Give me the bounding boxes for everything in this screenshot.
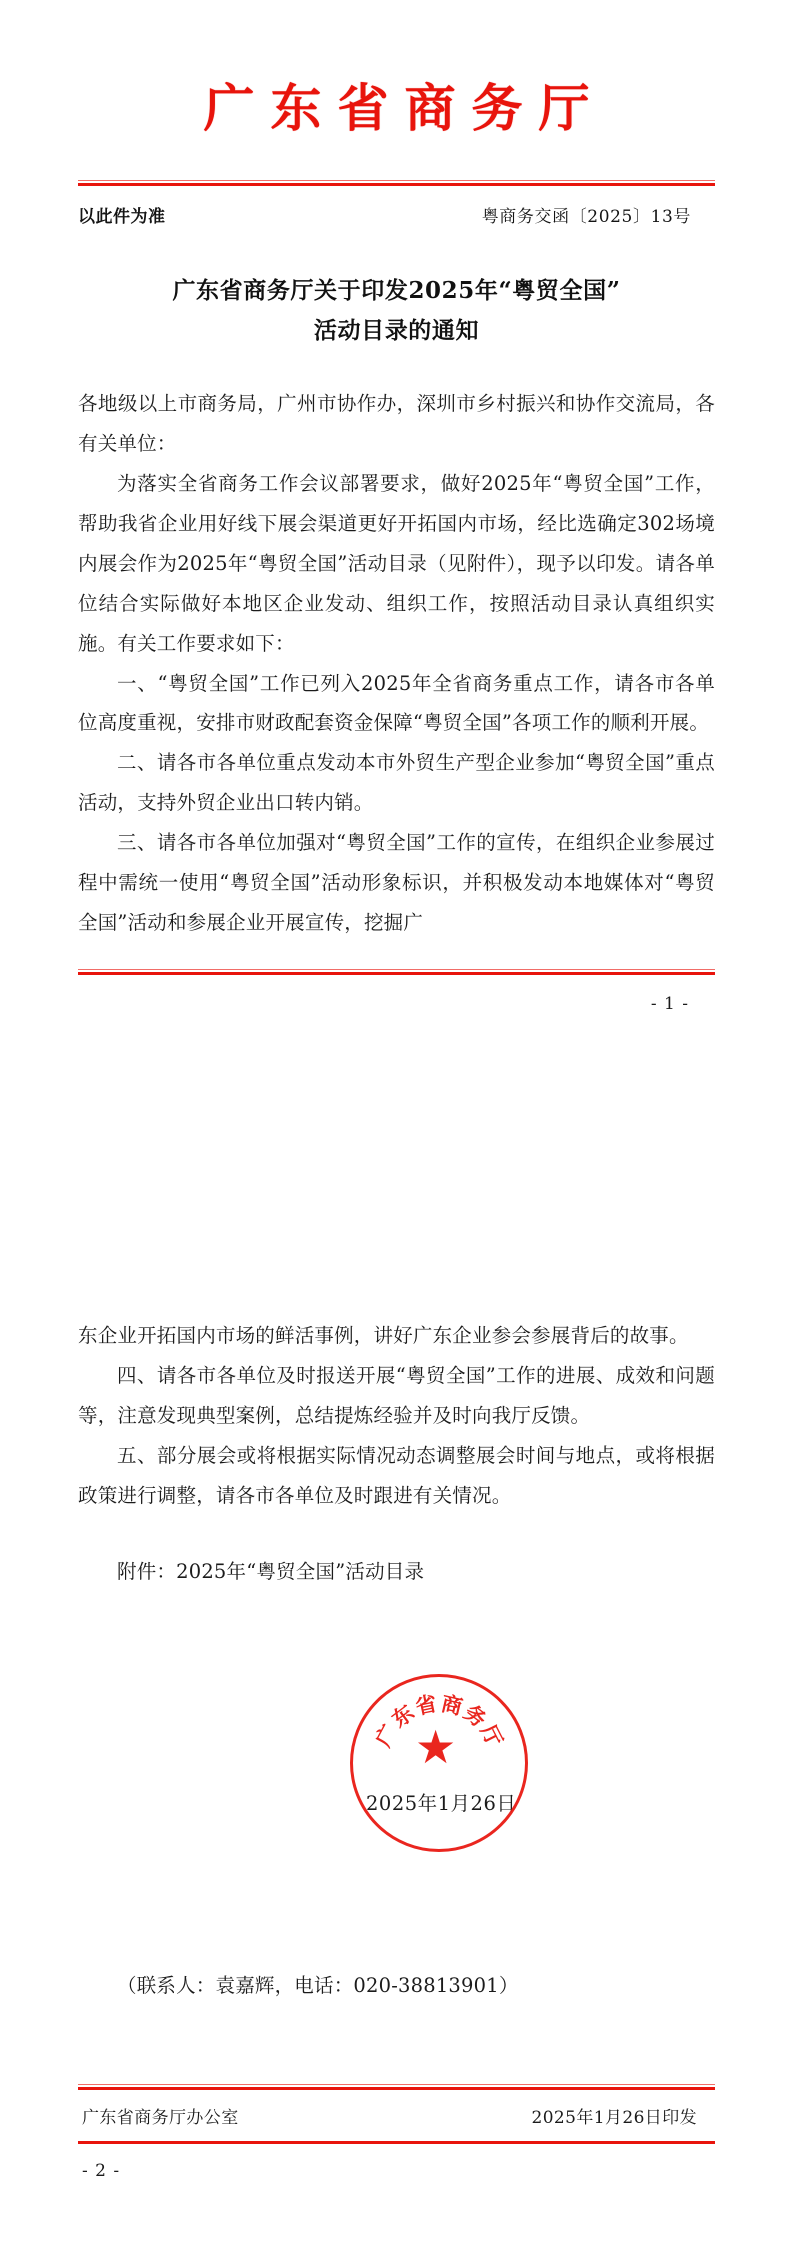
seal-char-0: 广 xyxy=(370,1720,403,1751)
page-2-footer-rule-thin xyxy=(78,2084,715,2085)
paragraph-item-4: 四、请各市各单位及时报送开展“粤贸全国”工作的进展、成效和问题等，注意发现典型案例，总结提炼经验并及时向我厅反馈。 xyxy=(78,1363,715,1427)
page-number-1: - 1 - xyxy=(650,994,689,1015)
page-2-top-spacer xyxy=(78,1196,715,1316)
issue-date: 2025年1月26日印发 xyxy=(531,2107,697,2128)
validity-note: 以此件为准 xyxy=(78,207,166,228)
issuing-office: 广东省商务厅办公室 xyxy=(82,2107,239,2128)
page-2-footer-rule-bottom-thick xyxy=(78,2141,715,2144)
document-number: 粤商务交函〔2025〕13号 xyxy=(481,207,691,228)
red-rule-thin-line xyxy=(78,180,715,181)
letterhead-title: 广东省商务厅 xyxy=(203,79,606,139)
paragraph-item-1: 一、“粤贸全国”工作已列入2025年全省商务重点工作，请各市各单位高度重视，安排市财政配套资金保障“粤贸全国”各项工作的顺利开展。 xyxy=(78,671,715,735)
letterhead xyxy=(78,62,715,146)
page-1-footer-red-rule xyxy=(78,969,715,976)
page-2-footer xyxy=(78,2084,715,2181)
page-1-body xyxy=(78,384,715,944)
seal-char-2: 省 xyxy=(413,1690,440,1720)
document-title-line-1: 广东省商务厅关于印发2025年“粤贸全国” xyxy=(172,277,621,305)
footer-row xyxy=(78,2103,715,2128)
document-meta-row xyxy=(78,202,715,227)
page-2-body xyxy=(78,1316,715,1516)
official-seal: 广 东 省 商 务 厅 ★ xyxy=(350,1674,528,1852)
page-2 xyxy=(0,1122,793,2244)
contact-line: （联系人：袁嘉辉，电话：020-38813901） xyxy=(117,1973,519,1997)
seal-char-5: 厅 xyxy=(475,1720,508,1751)
seal-char-3: 商 xyxy=(438,1690,465,1720)
salutation: 各地级以上市商务局，广州市协作办，深圳市乡村振兴和协作交流局，各有关单位： xyxy=(78,391,715,455)
paragraph-item-5: 五、部分展会或将根据实际情况动态调整展会时间与地点，或将根据政策进行调整，请各市各单位及时跟进有关情况。 xyxy=(78,1443,715,1507)
paragraph-intro: 为落实全省商务工作会议部署要求，做好2025年“粤贸全国”工作，帮助我省企业用好线下展会渠道更好开拓国内市场，经比选确定302场境内展会作为2025年“粤贸全国”活动目录（见附件），现予以印发。请各单位结合实际做好本地区企业发动、组织工作，按照活动目录认真组织实施。有关工作要求如下： xyxy=(78,471,715,655)
seal-char-4: 务 xyxy=(459,1699,492,1732)
signature-date: 2025年1月26日 xyxy=(366,1791,517,1815)
footer-rule-thick-line xyxy=(78,972,715,975)
attachment-line: 附件：2025年“粤贸全国”活动目录 xyxy=(117,1559,425,1583)
paragraph-item-3-part-1: 三、请各市各单位加强对“粤贸全国”工作的宣传，在组织企业参展过程中需统一使用“粤贸全国”活动形象标识，并积极发动本地媒体对“粤贸全国”活动和参展企业开展宣传，挖掘广 xyxy=(78,831,715,935)
paragraph-item-2: 二、请各市各单位重点发动本市外贸生产型企业参加“粤贸全国”重点活动，支持外贸企业出口转内销。 xyxy=(78,751,715,815)
seal-char-1: 东 xyxy=(386,1699,419,1732)
page-2-footer-rule-thick xyxy=(78,2087,715,2090)
page-number-2: - 2 - xyxy=(82,2160,121,2181)
signature-zone xyxy=(78,1636,715,1886)
page-2-footer-red-rule xyxy=(78,2084,715,2091)
paragraph-item-3-part-2: 东企业开拓国内市场的鲜活事例，讲好广东企业参会参展背后的故事。 xyxy=(78,1324,689,1347)
document-title xyxy=(78,271,715,352)
red-rule-thick-line xyxy=(78,183,715,186)
document-title-line-2: 活动目录的通知 xyxy=(313,317,480,345)
header-red-rule xyxy=(78,180,715,187)
footer-rule-thin-line xyxy=(78,969,715,970)
page-2-footer-red-rule-bottom xyxy=(78,2138,715,2145)
